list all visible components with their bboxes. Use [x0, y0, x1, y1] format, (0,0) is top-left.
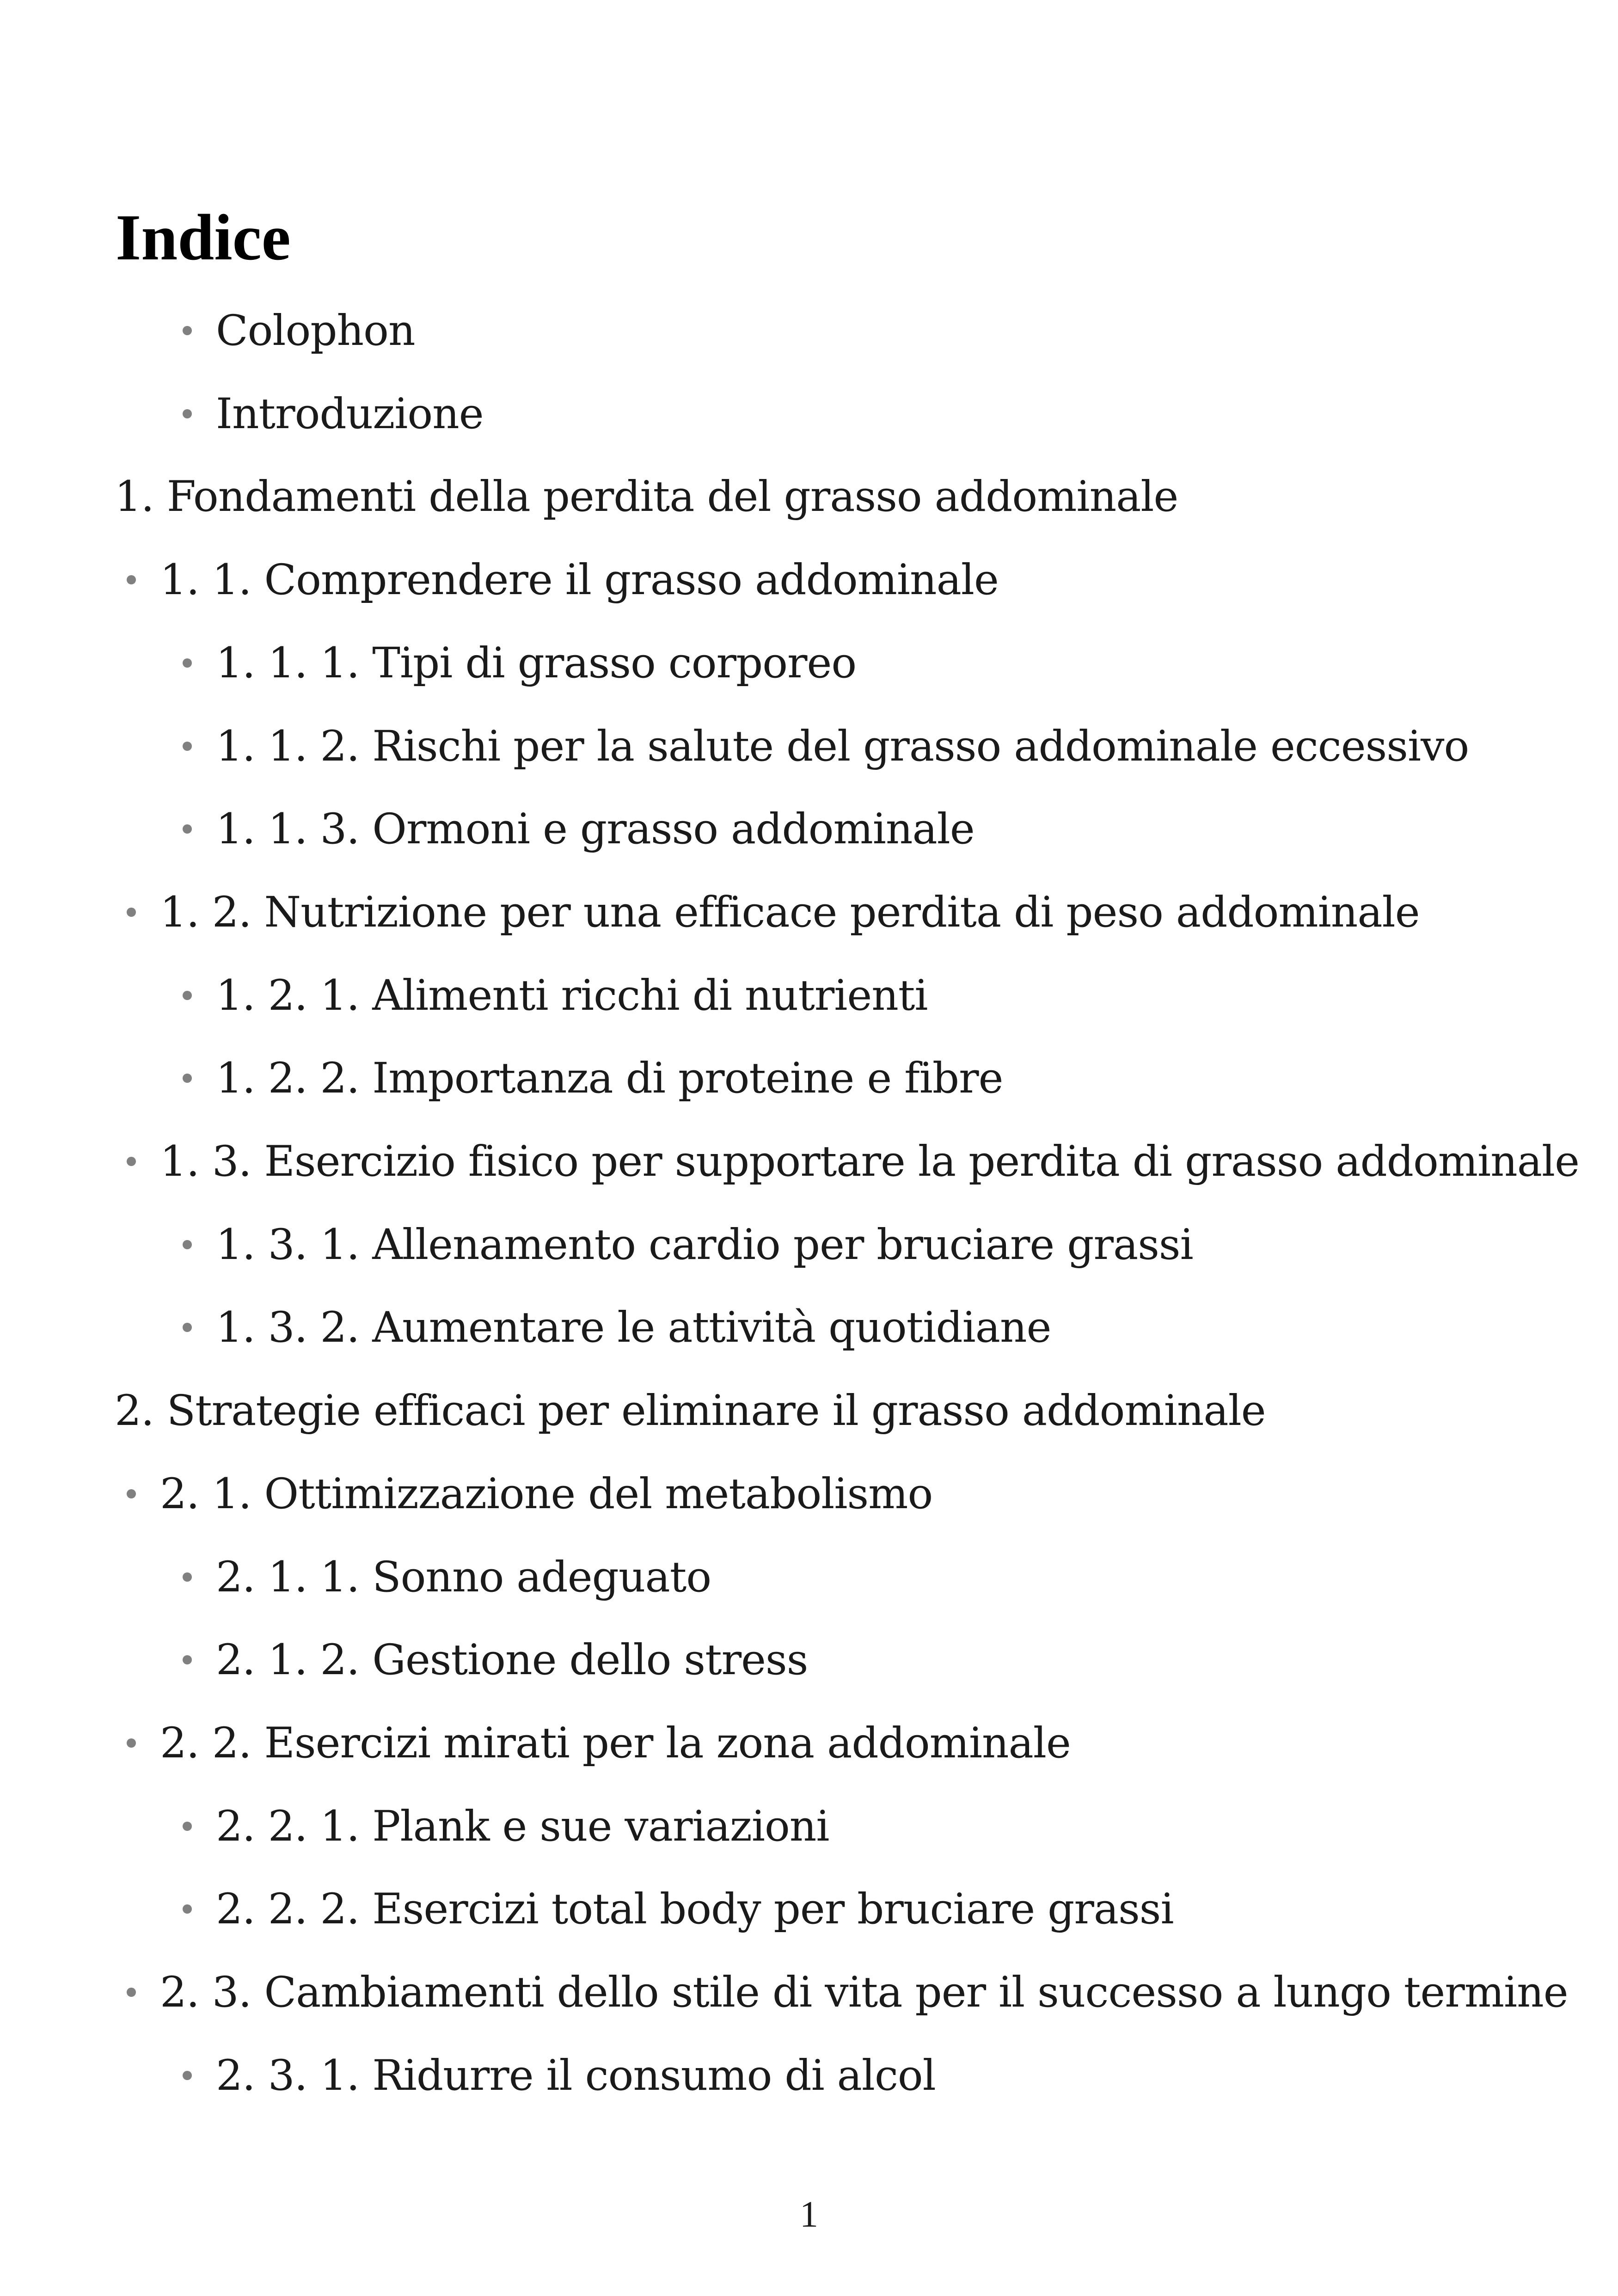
- toc-entry-sub[interactable]: [183, 303, 415, 358]
- toc-entry-label: 2. 1. 1. Sonno adeguato: [216, 1553, 711, 1602]
- bullet-icon: [183, 658, 192, 668]
- bullet-icon: [183, 1822, 192, 1831]
- toc-entry-chapter[interactable]: [115, 1383, 1266, 1438]
- bullet-icon: [127, 1157, 136, 1166]
- bullet-icon: [127, 908, 136, 917]
- toc-entry-label: 1. 2. 1. Alimenti ricchi di nutrienti: [216, 971, 928, 1020]
- page-number: 1: [800, 2194, 818, 2235]
- toc-entry-label: 2. 1. Ottimizzazione del metabolismo: [160, 1469, 933, 1518]
- toc-entry-sub[interactable]: [183, 635, 856, 691]
- toc-entry-section[interactable]: [127, 1964, 1568, 2020]
- toc-entry-sub[interactable]: [183, 718, 1469, 774]
- toc-entry-sub[interactable]: [183, 1799, 829, 1854]
- toc-entry-sub[interactable]: [183, 801, 974, 857]
- toc-entry-sub[interactable]: [183, 1881, 1174, 1937]
- toc-entry-label: 1. 1. 3. Ormoni e grasso addominale: [216, 804, 974, 853]
- toc-entry-label: 2. Strategie efficaci per eliminare il grasso addominale: [115, 1386, 1266, 1435]
- bullet-icon: [183, 824, 192, 834]
- bullet-icon: [183, 1323, 192, 1332]
- bullet-icon: [183, 1904, 192, 1914]
- bullet-icon: [183, 409, 192, 418]
- toc-entry-label: 1. 3. 2. Aumentare le attività quotidiane: [216, 1303, 1051, 1352]
- toc-entry-label: 1. 1. Comprendere il grasso addominale: [160, 555, 999, 604]
- toc-entry-section[interactable]: [127, 1715, 1071, 1771]
- toc-entry-sub[interactable]: [183, 1300, 1051, 1355]
- toc-entry-label: 1. Fondamenti della perdita del grasso addominale: [115, 472, 1178, 521]
- toc-entry-sub[interactable]: [183, 1632, 808, 1688]
- bullet-icon: [183, 991, 192, 1000]
- toc-entry-section[interactable]: [127, 552, 999, 608]
- bullet-icon: [183, 2071, 192, 2080]
- bullet-icon: [127, 1988, 136, 1997]
- bullet-icon: [127, 1489, 136, 1498]
- bullet-icon: [183, 1240, 192, 1249]
- toc-entry-label: Introduzione: [216, 389, 484, 438]
- bullet-icon: [183, 1074, 192, 1083]
- toc-entry-label: 1. 1. 1. Tipi di grasso corporeo: [216, 638, 857, 688]
- toc-entry-label: Colophon: [216, 306, 415, 355]
- toc-entry-label: 1. 2. Nutrizione per una efficace perdita di peso addominale: [160, 888, 1420, 937]
- toc-entry-label: 2. 2. Esercizi mirati per la zona addominale: [160, 1719, 1071, 1768]
- toc-entry-label: 1. 3. Esercizio fisico per supportare la perdita di grasso addominale: [160, 1137, 1579, 1186]
- bullet-icon: [183, 742, 192, 751]
- toc-entry-section[interactable]: [127, 884, 1420, 940]
- toc-entry-chapter[interactable]: [115, 469, 1178, 524]
- bullet-icon: [183, 1655, 192, 1664]
- toc-entry-label: 1. 3. 1. Allenamento cardio per bruciare grassi: [216, 1220, 1193, 1269]
- toc-entry-sub[interactable]: [183, 2048, 936, 2103]
- bullet-icon: [183, 326, 192, 335]
- toc-entry-sub[interactable]: [183, 968, 928, 1023]
- toc-entry-label: 2. 3. 1. Ridurre il consumo di alcol: [216, 2051, 936, 2100]
- toc-entry-label: 2. 3. Cambiamenti dello stile di vita per il successo a lungo termine: [160, 1968, 1568, 2017]
- bullet-icon: [127, 575, 136, 584]
- toc-entry-sub[interactable]: [183, 1549, 711, 1605]
- toc-entry-label: 2. 1. 2. Gestione dello stress: [216, 1635, 808, 1684]
- toc-entry-label: 1. 2. 2. Importanza di proteine e fibre: [216, 1054, 1003, 1103]
- toc-entry-sub[interactable]: [183, 386, 484, 442]
- page-title: Indice: [116, 201, 291, 274]
- bullet-icon: [127, 1738, 136, 1748]
- toc-entry-sub[interactable]: [183, 1050, 1003, 1106]
- toc-entry-section[interactable]: [127, 1466, 932, 1522]
- toc-entry-label: 1. 1. 2. Rischi per la salute del grasso addominale eccessivo: [216, 722, 1469, 771]
- toc-entry-label: 2. 2. 2. Esercizi total body per bruciare grassi: [216, 1885, 1174, 1934]
- toc-entry-label: 2. 2. 1. Plank e sue variazioni: [216, 1802, 829, 1851]
- bullet-icon: [183, 1572, 192, 1582]
- toc-entry-section[interactable]: [127, 1134, 1579, 1189]
- toc-entry-sub[interactable]: [183, 1217, 1193, 1272]
